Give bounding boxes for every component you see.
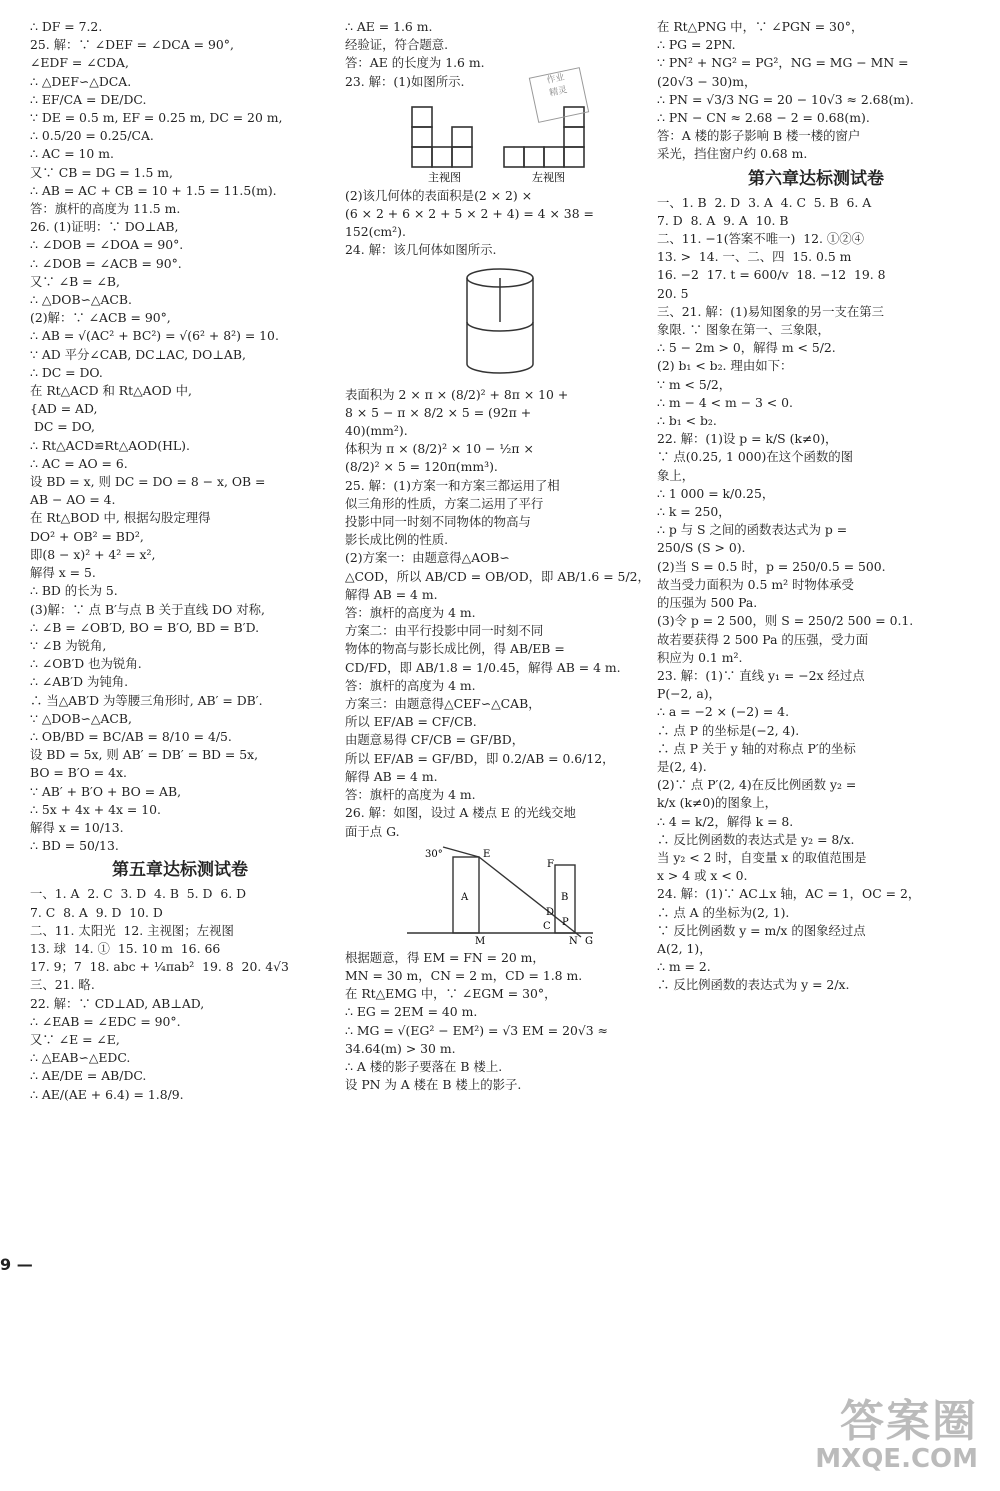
answer-block-col3-top xyxy=(657,18,975,164)
text-line: ∴ 反比例函数的表达式为 y = 2/x. xyxy=(657,977,850,993)
text-line: ∠EDF = ∠CDA, xyxy=(30,55,129,71)
text-line: A(2, 1)， xyxy=(657,940,712,956)
text-line: ∴ BD = 50/13. xyxy=(30,838,119,854)
text-line: 方案二：由平行投影中同一时刻不同 xyxy=(345,623,544,639)
text-line: 7. D 8. A 9. A 10. B xyxy=(657,212,789,228)
text-line: 在 Rt△ACD 和 Rt△AOD 中, xyxy=(30,383,192,399)
text-line: 经验证，符合题意. xyxy=(345,37,449,53)
text-line: 20. 5 xyxy=(657,285,689,301)
left-view-label: 左视图 xyxy=(532,170,565,183)
text-line: 由题意易得 CF/CB = GF/BD， xyxy=(345,732,525,748)
text-line: P(−2, a)， xyxy=(657,686,721,702)
text-line: 40)(mm²). xyxy=(345,423,408,439)
answer-block-col2-end xyxy=(345,949,655,1095)
text-line: 一、1. B 2. D 3. A 4. C 5. B 6. A xyxy=(657,194,872,210)
text-line: 采光，挡住窗户约 0.68 m. xyxy=(657,146,808,162)
text-line: ∴ m = 2. xyxy=(657,959,711,975)
text-line: ∴ 点 A 的坐标为(2, 1). xyxy=(657,904,790,920)
text-line: 象限. ∵ 图象在第一、三象限， xyxy=(657,322,830,338)
text-line: {AD = AD, xyxy=(30,401,98,417)
text-line: 26. 解：如图，设过 A 楼点 E 的光线交地 xyxy=(345,805,576,821)
text-line: AB − AO = 4. xyxy=(30,492,116,508)
text-line: ∵ △DOB∽△ACB, xyxy=(30,710,132,726)
text-line: 在 Rt△EMG 中，∵ ∠EGM = 30°， xyxy=(345,986,557,1002)
text-line: (2)该几何体的表面积是(2 × 2) × xyxy=(345,187,533,203)
text-line: 设 BD = 5x, 则 AB′ = DB′ = BD = 5x, xyxy=(30,747,259,763)
text-line: 23. 解：(1)∵ 直线 y₁ = −2x 经过点 xyxy=(657,667,865,683)
text-line: 16. −2 17. t = 600/v 18. −12 19. 8 xyxy=(657,267,886,283)
answer-block-col2-top xyxy=(345,18,655,91)
text-line: 设 BD = x, 则 DC = DO = 8 − x, OB = xyxy=(30,474,266,490)
text-line: 25. 解：∵ ∠DEF = ∠DCA = 90°, xyxy=(30,37,234,53)
text-line: 的压强为 500 Pa. xyxy=(657,595,758,611)
text-line: 二、11. −1(答案不唯一) 12. ①②④ xyxy=(657,231,865,247)
text-line: 一、1. A 2. C 3. D 4. B 5. D 6. D xyxy=(30,886,247,902)
text-line: 似三角形的性质，方案二运用了平行 xyxy=(345,495,544,511)
text-line: ∴ △DOB∽△ACB. xyxy=(30,292,132,308)
text-line: ∴ PG = 2PN. xyxy=(657,37,736,53)
point-F: F xyxy=(547,858,554,870)
text-line: ∵ AB′ + B′O + BO = AB, xyxy=(30,783,182,799)
point-C: C xyxy=(543,920,551,932)
text-line: 投影中同一时刻不同物体的物高与 xyxy=(345,514,531,530)
point-D: D xyxy=(546,906,555,918)
answer-block-col2-bottom xyxy=(345,386,655,841)
text-line: ∴ a = −2 × (−2) = 4. xyxy=(657,704,790,720)
text-line: 23. 解：(1)如图所示. xyxy=(345,73,465,89)
text-line: 24. 解：该几何体如图所示. xyxy=(345,242,497,258)
text-line: (20√3 − 30)m， xyxy=(657,73,757,89)
text-line: ∵ ∠B 为锐角, xyxy=(30,637,107,653)
text-line: ∴ DF = 7.2. xyxy=(30,19,103,34)
column-1 xyxy=(30,18,330,1104)
text-line: ∴ k = 250， xyxy=(657,504,731,520)
text-line: ∴ PN − CN ≈ 2.68 − 2 = 0.68(m). xyxy=(657,110,870,126)
text-line: (2) b₁ < b₂. 理由如下： xyxy=(657,358,793,374)
text-line: ∴ ∠OB′D 也为锐角. xyxy=(30,656,142,672)
text-line: ∴ △EAB∽△EDC. xyxy=(30,1050,131,1066)
column-2 xyxy=(345,18,655,1094)
text-line: 在 Rt△PNG 中，∵ ∠PGN = 30°， xyxy=(657,19,864,34)
text-line: ∴ 0.5/20 = 0.25/CA. xyxy=(30,128,154,144)
text-line: ∴ AC = AO = 6. xyxy=(30,455,128,471)
text-line: ∴ 5 − 2m > 0，解得 m < 5/2. xyxy=(657,340,836,356)
chapter6-answers xyxy=(657,194,975,995)
text-line: 答：旗杆的高度为 4 m. xyxy=(345,605,476,621)
text-line: ∴ EF/CA = DE/DC. xyxy=(30,91,147,107)
text-line: 答：旗杆的高度为 11.5 m. xyxy=(30,201,181,217)
text-line: 象上， xyxy=(657,467,695,483)
page-number: 9 — xyxy=(0,1255,33,1274)
text-line: 13. 球 14. ① 15. 10 m 16. 66 xyxy=(30,940,221,956)
text-line: (8/2)² × 5 = 120π(mm³). xyxy=(345,459,498,475)
text-line: 250/S (S > 0). xyxy=(657,540,746,556)
text-line: 又∵ ∠E = ∠E, xyxy=(30,1031,120,1047)
text-line: 答：A 楼的影子影响 B 楼一楼的窗户 xyxy=(657,128,861,144)
text-line: ∴ ∠EAB = ∠EDC = 90°. xyxy=(30,1013,181,1029)
text-line: 答：AE 的长度为 1.6 m. xyxy=(345,55,485,71)
text-line: ∴ 点 P 关于 y 轴的对称点 P′的坐标 xyxy=(657,740,856,756)
text-line: 答：旗杆的高度为 4 m. xyxy=(345,677,476,693)
text-line: ∴ OB/BD = BC/AB = 8/10 = 4/5. xyxy=(30,728,232,744)
text-line: (2)解：∵ ∠ACB = 90°, xyxy=(30,310,171,326)
point-N: N xyxy=(569,935,578,945)
text-line: 设 PN 为 A 楼在 B 楼上的影子. xyxy=(345,1077,522,1093)
text-line: ∴ AE/DE = AB/DC. xyxy=(30,1068,147,1084)
text-line: 13. > 14. 一、二、四 15. 0.5 m xyxy=(657,249,852,265)
text-line: 三、21. 解：(1)易知图象的另一支在第三 xyxy=(657,303,885,319)
text-line: (3)解：∵ 点 B′与点 B 关于直线 DO 对称, xyxy=(30,601,265,617)
text-line: (3)令 p = 2 500，则 S = 250/2 500 = 0.1. xyxy=(657,613,914,629)
text-line: 积应为 0.1 m². xyxy=(657,649,743,665)
text-line: ∴ ∠DOB = ∠DOA = 90°. xyxy=(30,237,184,253)
text-line: 解得 x = 5. xyxy=(30,565,96,581)
text-line: DO² + OB² = BD², xyxy=(30,528,144,544)
text-line: ∵ 反比例函数 y = m/x 的图象经过点 xyxy=(657,922,866,938)
text-line: (6 × 2 + 6 × 2 + 5 × 2 + 4) = 4 × 38 = xyxy=(345,206,594,222)
column-3 xyxy=(657,18,975,995)
text-line: 25. 解：(1)方案一和方案三都运用了相 xyxy=(345,477,560,493)
text-line: k/x (k≠0)的图象上， xyxy=(657,795,778,811)
text-line: ∴ AC = 10 m. xyxy=(30,146,114,162)
text-line: 故当受力面积为 0.5 m² 时物体承受 xyxy=(657,576,854,592)
text-line: BO = B′O = 4x. xyxy=(30,765,127,781)
text-line: 解得 x = 10/13. xyxy=(30,819,124,835)
text-line: ∴ BD 的长为 5. xyxy=(30,583,118,599)
stamp: 作业 精灵 xyxy=(529,67,589,123)
chapter5-answers xyxy=(30,885,330,1103)
answer-block-col2-mid xyxy=(345,187,655,260)
text-line: ∴ AB = AC + CB = 10 + 1.5 = 11.5(m). xyxy=(30,182,277,198)
main-view-drawing xyxy=(412,107,472,167)
text-line: 又∵ ∠B = ∠B, xyxy=(30,273,120,289)
text-line: 二、11. 太阳光 12. 主视图；左视图 xyxy=(30,922,234,938)
text-line: ∴ 1 000 = k/0.25， xyxy=(657,485,775,501)
text-line: ∴ MG = √(EG² − EM²) = √3 EM = 20√3 ≈ xyxy=(345,1022,608,1038)
text-line: ∴ Rt△ACD≌Rt△AOD(HL). xyxy=(30,437,190,453)
text-line: 故若要获得 2 500 Pa 的压强，受力面 xyxy=(657,631,869,647)
cylinder-figure xyxy=(455,264,545,382)
text-line: 24. 解：(1)∵ AC⊥x 轴，AC = 1，OC = 2， xyxy=(657,886,921,902)
text-line: 17. 9；7 18. abc + ¼πab² 19. 8 20. 4√3 xyxy=(30,959,289,975)
text-line: 面于点 G. xyxy=(345,823,400,839)
text-line: ∴ 点 P 的坐标是(−2, 4). xyxy=(657,722,800,738)
text-line: 解得 AB = 4 m. xyxy=(345,768,438,784)
text-line: 22. 解：∵ CD⊥AD, AB⊥AD, xyxy=(30,995,205,1011)
text-line: △COD，所以 AB/CD = OB/OD，即 AB/1.6 = 5/2， xyxy=(345,568,650,584)
text-line: ∴ 4 = k/2，解得 k = 8. xyxy=(657,813,794,829)
text-line: 解得 AB = 4 m. xyxy=(345,586,438,602)
point-E: E xyxy=(483,848,491,860)
text-line: ∴ ∠AB′D 为钝角. xyxy=(30,674,129,690)
text-line: x > 4 或 x < 0. xyxy=(657,868,748,884)
text-line: (2)∵ 点 P′(2, 4)在反比例函数 y₂ = xyxy=(657,777,857,793)
text-line: MN = 30 m，CN = 2 m，CD = 1.8 m. xyxy=(345,967,583,983)
text-line: ∴ AE/(AE + 6.4) = 1.8/9. xyxy=(30,1086,184,1102)
text-line: ∵ AD 平分∠CAB, DC⊥AC, DO⊥AB, xyxy=(30,346,246,362)
text-line: ∴ DC = DO. xyxy=(30,364,103,380)
text-line: ∴ AE = 1.6 m. xyxy=(345,19,433,34)
chapter5-title: 第五章达标测试卷 xyxy=(112,860,248,881)
text-line: ∴ 当△AB′D 为等腰三角形时, AB′ = DB′. xyxy=(30,692,263,708)
point-G: G xyxy=(585,935,593,945)
text-line: CD/FD，即 AB/1.8 = 1/0.45，解得 AB = 4 m. xyxy=(345,659,621,675)
chapter6-title: 第六章达标测试卷 xyxy=(748,168,884,189)
text-line: 影长成比例的性质. xyxy=(345,532,449,548)
watermark-url: MXQE.COM xyxy=(815,1444,978,1474)
text-line: 26. (1)证明：∵ DO⊥AB, xyxy=(30,219,179,235)
text-line: 当 y₂ < 2 时，自变量 x 的取值范围是 xyxy=(657,849,867,865)
text-line: ∵ DE = 0.5 m, EF = 0.25 m, DC = 20 m, xyxy=(30,110,283,126)
main-view-label: 主视图 xyxy=(428,170,461,183)
text-line: 7. C 8. A 9. D 10. D xyxy=(30,904,163,920)
text-line: ∴ 反比例函数的表达式是 y₂ = 8/x. xyxy=(657,831,855,847)
text-line: 22. 解：(1)设 p = k/S (k≠0)， xyxy=(657,431,838,447)
text-line: ∵ 点(0.25, 1 000)在这个函数的图 xyxy=(657,449,854,465)
text-line: 答：旗杆的高度为 4 m. xyxy=(345,787,476,803)
angle-label: 30° xyxy=(425,848,443,860)
text-line: ∴ ∠B = ∠OB′D, BO = B′O, BD = B′D. xyxy=(30,619,260,635)
text-line: (2)当 S = 0.5 时，p = 250/0.5 = 500. xyxy=(657,558,886,574)
text-line: 34.64(m) > 30 m. xyxy=(345,1040,456,1056)
text-line: DC = DO, xyxy=(30,419,95,435)
text-line: ∴ b₁ < b₂. xyxy=(657,413,717,429)
building-shadow-figure xyxy=(405,845,595,945)
text-line: ∴ PN = √3/3 NG = 20 − 10√3 ≈ 2.68(m). xyxy=(657,91,914,107)
label-A: A xyxy=(461,891,469,903)
watermark xyxy=(815,1396,978,1474)
text-line: ∵ PN² + NG² = PG²，NG = MG − MN = xyxy=(657,55,909,71)
text-line: ∴ m − 4 < m − 3 < 0. xyxy=(657,394,793,410)
text-line: 又∵ CB = DG = 1.5 m, xyxy=(30,164,173,180)
text-line: 8 × 5 − π × 8/2 × 5 = (92π + xyxy=(345,404,532,420)
text-line: (2)方案一：由题意得△AOB∽ xyxy=(345,550,510,566)
text-line: 所以 EF/AB = CF/CB. xyxy=(345,714,477,730)
text-line: ∴ EG = 2EM = 40 m. xyxy=(345,1004,478,1020)
text-line: 方案三：由题意得△CEF∽△CAB， xyxy=(345,696,541,712)
label-B: B xyxy=(561,891,569,903)
text-line: ∴ AB = √(AC² + BC²) = √(6² + 8²) = 10. xyxy=(30,328,279,344)
text-line: 表面积为 2 × π × (8/2)² + 8π × 10 + xyxy=(345,386,569,402)
text-line: ∴ △DEF∽△DCA. xyxy=(30,73,132,89)
text-line: 根据题意，得 EM = FN = 20 m， xyxy=(345,949,545,965)
text-line: ∴ p 与 S 之间的函数表达式为 p = xyxy=(657,522,848,538)
text-line: 是(2, 4). xyxy=(657,758,707,774)
text-line: 所以 EF/AB = GF/BD，即 0.2/AB = 0.6/12， xyxy=(345,750,615,766)
text-line: ∴ A 楼的影子要落在 B 楼上. xyxy=(345,1058,503,1074)
watermark-title: 答案圈 xyxy=(840,1396,978,1447)
text-line: 在 Rt△BOD 中, 根据勾股定理得 xyxy=(30,510,211,526)
point-M: M xyxy=(475,935,486,945)
text-line: 体积为 π × (8/2)² × 10 − ½π × xyxy=(345,441,534,457)
point-P: P xyxy=(562,916,569,928)
text-line: 152(cm²). xyxy=(345,224,406,240)
text-line: ∵ m < 5/2， xyxy=(657,376,732,392)
text-line: ∴ 5x + 4x + 4x = 10. xyxy=(30,801,161,817)
text-line: 即(8 − x)² + 4² = x², xyxy=(30,546,156,562)
answer-block-col1 xyxy=(30,18,330,855)
text-line: 物体的物高与影长成比例，得 AB/EB = xyxy=(345,641,565,657)
text-line: 三、21. 略. xyxy=(30,977,95,993)
text-line: ∴ ∠DOB = ∠ACB = 90°. xyxy=(30,255,182,271)
